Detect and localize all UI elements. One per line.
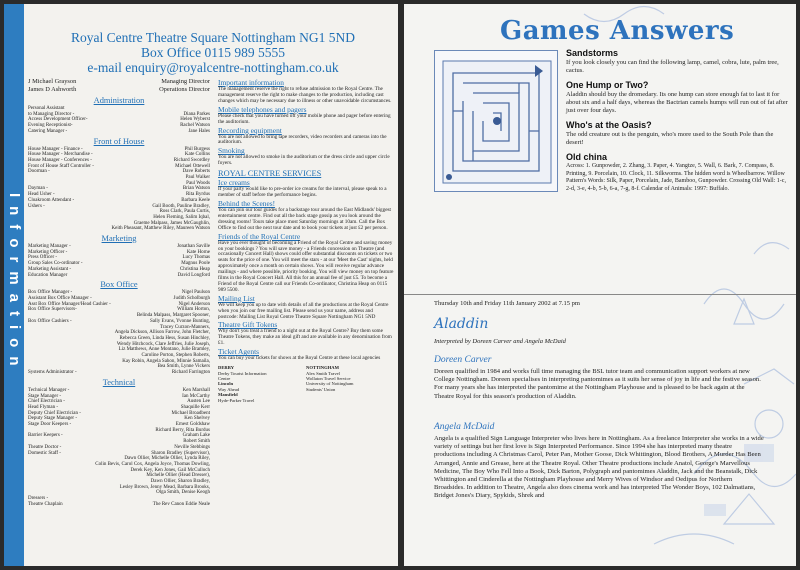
information-heading: Recording equipment xyxy=(218,125,282,135)
staff-role: Deputy Stage Manager - xyxy=(28,416,78,422)
information-heading: Important information xyxy=(218,78,284,87)
ticket-agent: Students' Union xyxy=(306,386,336,392)
ticket-agent: Way Ahead xyxy=(218,386,240,392)
staff-name: Sally Evans, Yvonne Bunting, xyxy=(149,318,210,324)
answer-heading: Sandstorms xyxy=(566,48,619,58)
answer-text: Aladdin should buy the dromedary. Its one hump can store enough fat to last it for about six and a half days, whereas the Bactrian camels humps will run out of fat after just over four days. xyxy=(566,91,788,114)
answer-text: Across: 1. Gunpowder, 2. Zhang, 3. Paper, 4. Yangtze, 5. Wall, 6. Bark, 7. Compass, 8. Printing, 9. Porcelain, 10. Clock, 11. Silkworms. The hidden word is Wheelbarrow. Willow Pattern's Words: Silk, Paper, Porcelain, Jade, Bamboo, Gunpowder. Crossing Old Wall: 1-c, 2-d, 3-e, 4-b, 5-b, 6-a, 7-g, 8-f. Calendar of Animals: 1997: Buffalo. xyxy=(566,163,786,192)
staff-name: Michael Ottewell xyxy=(175,163,210,169)
information-text: The management reserve the right to refuse admission to the Royal Centre. The management reserve the right to make changes to the production, including cast changes which may be necessary due to illness or other unavoidable circumstances. xyxy=(218,86,392,104)
ticket-agent: Mansfield xyxy=(218,392,238,398)
ticket-agent: NOTTINGHAM xyxy=(306,365,339,371)
staff-role: Ushers - xyxy=(28,203,45,209)
staff-names: Rebecca Green, Linda Hess, Susan Hinchley, xyxy=(119,335,210,341)
staff-names: Ross Clark, Paula Curtis, xyxy=(159,209,210,215)
staff-role: Theatre Chaplain xyxy=(28,501,63,507)
information-text: You are not allowed to bring tape recorders, video recorders and cameras into the auditorium. xyxy=(218,133,387,146)
ticket-agents-list xyxy=(218,365,394,403)
answer-heading: Who's at the Oasis? xyxy=(566,120,652,130)
staff-name: Jonathan Saville xyxy=(177,244,210,250)
show-title: Aladdin xyxy=(434,316,489,332)
staff-role: Catering Manager - xyxy=(28,128,68,134)
staff-role: to Managing Director - xyxy=(28,111,75,117)
information-band xyxy=(4,4,24,566)
staff-names: Helen Fleming, Salim Iqbal, xyxy=(153,214,210,220)
performance-date: Thursday 10th and Friday 11th January 2002 at 7.15 pm xyxy=(434,300,580,307)
information-text: Why don't you treat a friend to a night out at the Royal Centre? Buy them some Theatre Tokens, they make an ideal gift and are available in any denomination from £1. xyxy=(218,328,392,347)
staff-names: Dawn Ollier, Sharon Bradley, xyxy=(150,479,210,485)
staff-role: Stage Door Keepers - xyxy=(28,422,72,428)
interpreter-1-name: Doreen Carver xyxy=(434,355,492,365)
maze-illustration xyxy=(434,50,558,192)
answer-text: The odd creature out is the penguin, who's more used to the South Pole than the desert! xyxy=(566,131,774,146)
director-role: Managing Director xyxy=(161,78,210,85)
information-heading: Ice creams xyxy=(218,178,250,188)
staff-name: Phil Burgess xyxy=(184,146,210,152)
venue-header xyxy=(28,30,398,75)
staff-role: Barrier Keepers - xyxy=(28,433,63,439)
staff-name: Richard Berry, Rita Burdus xyxy=(155,427,210,433)
staff-role: Systems Administrator - xyxy=(28,370,77,376)
staff-name: Graham Lake xyxy=(182,433,210,439)
staff-name: Ian McCarthy xyxy=(182,393,210,399)
staff-name: Gail Booth, Pauline Bradley, xyxy=(152,203,210,209)
staff-names: Bea Smith, Lynne Vickers xyxy=(157,364,210,370)
staff-name: Kate Collins xyxy=(184,152,210,158)
staff-role: House Manager - Merchandise - xyxy=(28,152,93,158)
information-text: You can buy your tickets for shows at the Royal Centre at these local agencies xyxy=(218,355,381,362)
ticket-agent: Alex Smith Travel xyxy=(306,370,340,376)
ticket-agents-column-1 xyxy=(218,365,306,403)
box-office-phone: Box Office 0115 989 5555 xyxy=(141,45,285,60)
staff-role: Chief Electrician - xyxy=(28,399,65,405)
staff-name: Belinda Malpass, Margaret Spooner, xyxy=(136,313,210,319)
director-row xyxy=(28,78,210,86)
staff-name: Ken Shelvey xyxy=(184,416,210,422)
information-text: If your party would like to pre-order ice creams for the interval, please speak to a member of staff before the performance begins. xyxy=(218,186,387,199)
staff-name: William Horton, xyxy=(177,307,210,313)
staff-role: Stage Manager - xyxy=(28,393,62,399)
staff-role: Asst Box Office Manager/Head Cashier - xyxy=(28,301,111,307)
games-answers xyxy=(566,48,790,193)
information-text: You are not allowed to smoke in the auditorium or the dress circle and upper circle foyers. xyxy=(218,154,390,167)
staff-name: Robert Smith xyxy=(183,439,210,445)
staff-names: Kay Robin, Angela Sahon, Minnie Samaila, xyxy=(122,358,210,364)
staff-name: Nigel Anderson xyxy=(178,301,210,307)
information-heading: Mailing List xyxy=(218,293,255,303)
information-heading: Behind the Scenes! xyxy=(218,198,276,208)
staff-role: Personal Assistant xyxy=(28,106,65,111)
information-heading: Ticket Agents xyxy=(218,347,259,357)
staff-name: Magnus Poole xyxy=(181,261,210,267)
staff-row xyxy=(28,273,210,279)
staff-name: Lucy Thomas xyxy=(182,255,210,261)
staff-role: Domestic Staff - xyxy=(28,450,61,456)
staff-name: Paul Woods xyxy=(186,180,210,186)
staff-name: David Longford xyxy=(177,272,210,278)
staff-role: Marketing Manager - xyxy=(28,244,71,250)
information-heading: ROYAL CENTRE SERVICES xyxy=(218,169,322,179)
interpreter-2-bio: Angela is a qualified Sign Language Interpreter who lives here in Nottingham. As a freelance Interpreter she works in a wide variety of settings but her first love is Sign Interpreted Performance. Since 1994 she has interpreted many theatre productions including A Christmas Carol, Peter Pan, Mother Goose, Dick Whittington, Blood Brothers, A Murder Has Been Arranged, Annie and Grease, here at the Theatre Royal. Other Theatre productions include Anatol, George's Marvellous Medicine, The Boy Who Fell Into a Book, Dick Barton, Polygraph and pantomimes Aladdin, Jack and the Beanstalk, Dick Whittington and Cinderella at the Nottingham Playhouse and Merry Wives of Windsor and Oedipus for Northern Broadsides. In addition to Theatre, Angela also does cinema work and has interpreted The Wonder Boys, 102 Dalmatians, Bridget Jones's Diary, Spykids, Shrek and xyxy=(434,435,764,500)
director-name: James D Ashworth xyxy=(28,86,77,93)
staff-names: Graeme Malpass, James McGaughlin, xyxy=(133,220,210,226)
information-page xyxy=(4,4,398,566)
staff-role: Box Office Supervisors- xyxy=(28,307,77,313)
staff-names: Liz Matthews, Anne Montano, Julie Bramley, xyxy=(118,347,210,353)
information-items xyxy=(218,79,394,362)
directors xyxy=(28,78,210,94)
staff-row xyxy=(28,129,210,135)
games-answers-page xyxy=(404,4,796,566)
staff-section-title: Box Office xyxy=(100,280,138,290)
staff-name: Richard Swordley xyxy=(173,157,210,163)
director-name: J Michael Grayson xyxy=(28,78,77,85)
staff-name: Barbara Keele xyxy=(181,197,210,203)
staff-sections xyxy=(28,96,210,508)
information-heading: Theatre Gift Tokens xyxy=(218,320,278,330)
staff-name: Brian Watson xyxy=(182,186,210,192)
staff-name: Austen Lee xyxy=(187,399,210,405)
staff-role: Evening Receptionist- xyxy=(28,123,73,129)
staff-names: Olga Smith, Denise Keogh xyxy=(156,490,210,496)
staff-role: Dressers - xyxy=(28,496,49,502)
ticket-agent: Hyde-Parker Travel xyxy=(218,397,255,403)
staff-name: Shaquille Kerr xyxy=(180,404,210,410)
venue-email: e-mail enquiry@royalcentre-nottingham.co.uk xyxy=(87,60,339,75)
staff-names: Michelle Ollier (Head Dresser), xyxy=(146,473,210,479)
staff-role: Doorman - xyxy=(28,169,50,175)
director-role: Operations Director xyxy=(159,86,210,93)
staff-name: Ernest Goldshaw xyxy=(175,422,210,428)
staff-role: Head Flyman - xyxy=(28,404,58,410)
theatre-information xyxy=(218,78,394,403)
staff-role: Cloakroom Attendant - xyxy=(28,197,75,203)
staff-section-title: Marketing xyxy=(101,234,137,244)
staff-name: Michael Broadbent xyxy=(171,410,210,416)
answer-heading: Old china xyxy=(566,152,608,162)
staff-name: Jane Hales xyxy=(188,128,210,134)
staff-role: Box Office Cashiers - xyxy=(28,318,72,324)
director-row xyxy=(28,86,210,94)
staff-role: Access Development Officer- xyxy=(28,117,88,123)
staff-name: Kate Horne xyxy=(186,249,210,255)
staff-role: Marketing Officer - xyxy=(28,249,68,255)
staff-section-title: Technical xyxy=(102,377,136,387)
staff-names: Wendy Hitchcock, Clare Jeffries, Julie Joseph, xyxy=(116,341,210,347)
staff-role: Group Sales Co-ordinator - xyxy=(28,261,83,267)
information-text: You can join our tour guides for a backstage tour around the East Midlands' biggest entertainment centre. Find out all the back stage gossip as you look around the dressing rooms! Tours take place most Saturday mornings at 10am. Call the Box Office to find out the next tour date and to book your tickets at just £2 per person. xyxy=(218,206,392,231)
ticket-agent: Wollaton Travel Service xyxy=(306,375,351,381)
ticket-agent: Lincoln xyxy=(218,381,234,387)
venue-address: Royal Centre Theatre Square Nottingham NG1 5ND xyxy=(71,30,355,45)
staff-names: Angela Dickson, Allison Farrow, John Fletcher, xyxy=(114,330,210,336)
staff-name: The Rev Canon Eddie Neale xyxy=(152,501,210,507)
staff-name: Paul Walker xyxy=(185,175,210,181)
staff-name: Christina Heap xyxy=(179,266,210,272)
staff-name: Helen Wyberst xyxy=(180,117,210,123)
interpreter-2-name: Angela McDaid xyxy=(434,422,495,432)
staff-role: Box Office Manager - xyxy=(28,290,73,296)
staff-role: Deputy Chief Electrician - xyxy=(28,410,81,416)
information-text: Have you ever thought of becoming a Friend of the Royal Centre and saving money on your bookings ? You will save money - a Friends concession on Theatre (and occasionally Concert Hall) shows could offer substantial discounts on tickets or two seats for the price of one. You will meet the stars - at our 'Meet the Cast' nights, held approximately once a month on certain shows. You will receive regular advance mailings - and where possible, priority booking. You will view money on top feature films in the Royal Concert Hall. All this for an annual fee of just £5. To become a Friend of the Royal Centre call our Friends Co-ordinator, Christina Heap on 0115 989 5500. xyxy=(218,239,394,293)
staff-role: Head Usher - xyxy=(28,192,55,198)
answer-heading: One Hump or Two? xyxy=(566,80,649,90)
staff-names: Dawn Ollier, Michelle Ollier, Lynda Riley, xyxy=(124,456,210,462)
information-text: We will keep you up to date with details of all the productions at the Royal Centre when you join our free mailing list. Please send us your name, address and postcode: Mailing List Royal Centre Theatre Square Nottingham NG1 5ND xyxy=(218,301,389,320)
games-answers-title: Games Answers xyxy=(500,16,735,46)
staff-name: Diana Parkes xyxy=(183,111,210,117)
ticket-agent: Derby Tourist Information xyxy=(218,370,267,376)
maze-icon xyxy=(435,51,559,193)
staff-names: Keith Pheasant, Matthew Riley, Maureen Watson xyxy=(111,226,210,232)
staff-row xyxy=(28,370,210,376)
information-heading: Friends of the Royal Centre xyxy=(218,231,301,241)
interpreters-credit: Interpreted by Doreen Carver and Angela McDaid xyxy=(434,338,566,345)
staff-list xyxy=(28,78,210,508)
staff-names: Tracey Curzon-Manners, xyxy=(159,324,210,330)
staff-role: Assistant Box Office Manager - xyxy=(28,295,92,301)
staff-names: Lesley Brown, Jenny Mead, Barbara Brooks, xyxy=(119,484,210,490)
staff-name: Dave Roberts xyxy=(182,169,210,175)
staff-role: House Manager - Finance - xyxy=(28,146,83,152)
staff-role: Technical Manager - xyxy=(28,387,70,393)
staff-section-title: Administration xyxy=(93,96,145,105)
answer-text: If you look closely you can find the following lamp, camel, cobra, lute, palm tree, cactus. xyxy=(566,59,779,74)
section-divider xyxy=(404,294,796,295)
staff-role: Theatre Doctor - xyxy=(28,444,62,450)
staff-role: Dayman - xyxy=(28,186,48,192)
ticket-agents-column-2 xyxy=(306,365,394,403)
interpreter-1-bio: Doreen qualified in 1984 and works full time managing the BSL tutor team and communication support workers at new College Nottingham. Doreen specialises in interpreting pantomimes as it suits her sense of joy in life and the festive season. For many years she has interpreted the pantomime at the Nottingham Playhouse and is pleased to be back again at the Theatre Royal for this season's production of Aladdin. xyxy=(434,368,761,400)
staff-names: Colin Bevis, Carol Cox, Angela Joyce, Thomas Dowling, xyxy=(95,461,210,467)
staff-name: Rachel Watson xyxy=(180,123,210,129)
information-heading: Smoking xyxy=(218,146,245,156)
staff-role: Press Officer - xyxy=(28,255,58,261)
staff-row xyxy=(28,502,210,508)
staff-role: House Manager - Conferences - xyxy=(28,157,92,163)
staff-section-title: Front of House xyxy=(93,136,145,146)
information-text: Please check that you have turned off your mobile phone and pager before entering the auditorium. xyxy=(218,112,391,125)
ticket-agent: Centre xyxy=(218,375,231,381)
staff-names: Caroline Porton, Stephen Roberts, xyxy=(141,353,210,359)
staff-name: Neville Stebbings xyxy=(174,444,210,450)
staff-role: Front of House Staff Controller - xyxy=(28,163,94,169)
staff-name: Ken Marshall xyxy=(182,387,210,393)
staff-name: Richard Farrington xyxy=(171,370,210,376)
staff-role: Marketing Assistant - xyxy=(28,266,72,272)
information-heading: Mobile telephones and pagers xyxy=(218,104,307,114)
ticket-agent: University of Nottingham xyxy=(306,381,354,387)
staff-name: Nigel Paulson xyxy=(181,290,210,296)
information-band-text: Information xyxy=(6,193,23,375)
staff-name: Rita Byrdus xyxy=(185,192,210,198)
ticket-agent: DERBY xyxy=(218,365,235,371)
staff-role: Education Manager xyxy=(28,272,68,278)
staff-name: Judith Scholburgh xyxy=(173,295,210,301)
staff-names: Derek Key, Ken Jones, Gail McCulloch xyxy=(130,467,210,473)
staff-name: Sharon Bradley (Supervisor), xyxy=(151,450,210,456)
